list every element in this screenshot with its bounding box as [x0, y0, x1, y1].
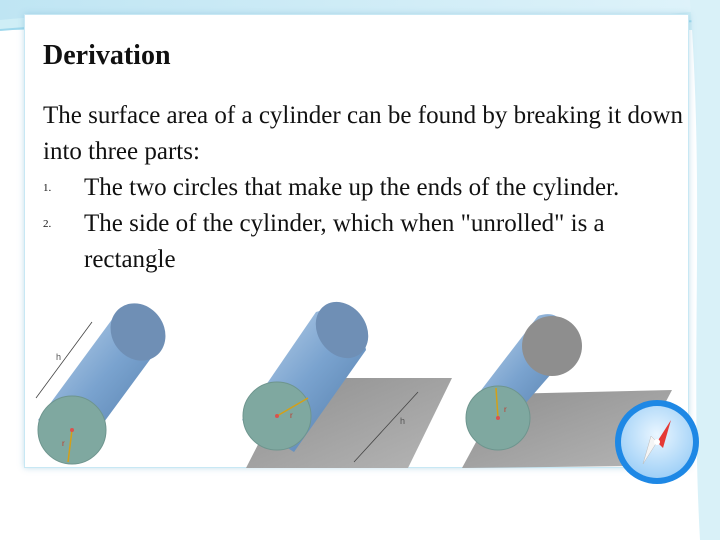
cylinder-unrolling-illustration: [32, 300, 692, 470]
radius-label: r: [290, 411, 293, 420]
list-number: 2.: [43, 218, 52, 230]
height-label: h: [400, 416, 406, 426]
safari-compass-icon[interactable]: [613, 398, 701, 486]
radius-label: r: [62, 439, 65, 448]
slide-body: [43, 98, 683, 278]
radius-label: r: [504, 405, 507, 414]
list-item: [43, 170, 683, 206]
list-number: 1.: [43, 182, 52, 194]
height-label: h: [56, 352, 62, 362]
cylinder-unrolling: [242, 300, 452, 468]
slide-title: Derivation: [43, 40, 171, 71]
cylinder-closed: [36, 300, 177, 464]
list-item-text: The side of the cylinder, which when "unrolled" is a rectangle: [84, 210, 605, 273]
intro-paragraph: The surface area of a cylinder can be found by breaking it down into three parts:: [43, 102, 684, 165]
parts-list: [43, 170, 683, 278]
list-item: [43, 206, 683, 278]
list-item-text: The two circles that make up the ends of the cylinder.: [84, 174, 620, 201]
